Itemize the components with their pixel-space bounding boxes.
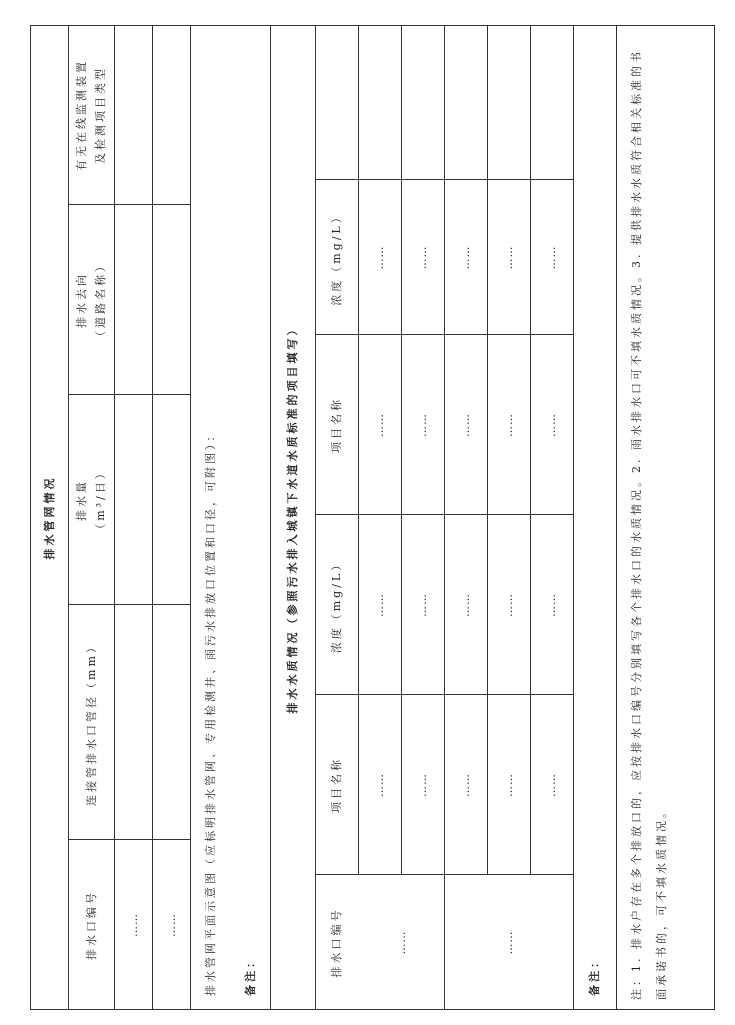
header-direction-line1: 排水去向 [75, 272, 88, 328]
remarks-label: 备注： [588, 954, 601, 996]
section1-title: 排水管网情况 [42, 475, 56, 560]
footnote: 注：1. 排水户存在多个排放口的，应按排水口编号分别填写各个排水口的水质情况。2. 雨水排水口可不填水质情况。3. 提供排水水质符合相关标准的书面承诺书的，可不填水质情况。 [630, 49, 668, 1000]
outlet-no-cell: …… [126, 913, 140, 937]
header-monitor-line2: 及检测项目类型 [94, 66, 107, 164]
concentration-cell: …… [373, 245, 386, 270]
header-concentration: 浓度（mg/L） [330, 556, 343, 654]
concentration-cell: …… [459, 245, 472, 270]
item-name-cell: …… [545, 773, 558, 797]
header-monitor-line1: 有无在线监测装置 [75, 59, 88, 171]
header-direction-line2: （道路名称） [94, 258, 107, 342]
drainage-form-sheet [30, 25, 715, 1010]
item-name-cell: …… [373, 413, 386, 437]
header-volume-line2: （m³/日） [94, 465, 107, 535]
section2-title: 排水水质情况（参照污水排入城镇下水道水质标准的项目填写） [286, 321, 299, 714]
outlet-no-cell: …… [394, 930, 408, 955]
header-concentration: 浓度（mg/L） [330, 209, 343, 306]
item-name-cell: …… [502, 773, 515, 797]
concentration-cell: …… [545, 593, 558, 617]
header-discharge-direction [68, 205, 114, 395]
header-discharge-volume [68, 395, 114, 605]
header-pipe-diameter: 连接管排水口管径（mm） [84, 639, 98, 806]
item-name-cell: …… [416, 413, 429, 437]
remarks-label: 备注： [243, 954, 257, 996]
header-item-name: 项目名称 [330, 757, 343, 813]
concentration-cell: …… [502, 593, 515, 617]
item-name-cell: …… [459, 773, 472, 797]
outlet-no-cell: …… [164, 913, 178, 937]
header-online-monitoring [68, 25, 114, 205]
network-diagram-label: 排水管网平面示意图（应标明排水管网、专用检测井、雨污水排放口位置和口径，可附图）： [203, 427, 217, 996]
header-volume-line1: 排水量 [75, 479, 88, 521]
concentration-cell: …… [416, 593, 429, 617]
item-name-cell: …… [502, 413, 515, 437]
concentration-cell: …… [502, 245, 515, 270]
item-name-cell: …… [373, 773, 386, 797]
concentration-cell: …… [459, 593, 472, 617]
rule [616, 25, 617, 1010]
concentration-cell: …… [373, 593, 386, 617]
item-name-cell: …… [459, 413, 472, 437]
header-item-name: 项目名称 [330, 397, 343, 453]
concentration-cell: …… [545, 245, 558, 270]
outlet-no-cell: …… [502, 930, 515, 955]
item-name-cell: …… [545, 413, 558, 437]
header-outlet-no: 排水口编号 [330, 907, 343, 978]
item-name-cell: …… [416, 773, 429, 797]
header-outlet-no: 排水口编号 [84, 890, 98, 960]
concentration-cell: …… [416, 245, 429, 270]
